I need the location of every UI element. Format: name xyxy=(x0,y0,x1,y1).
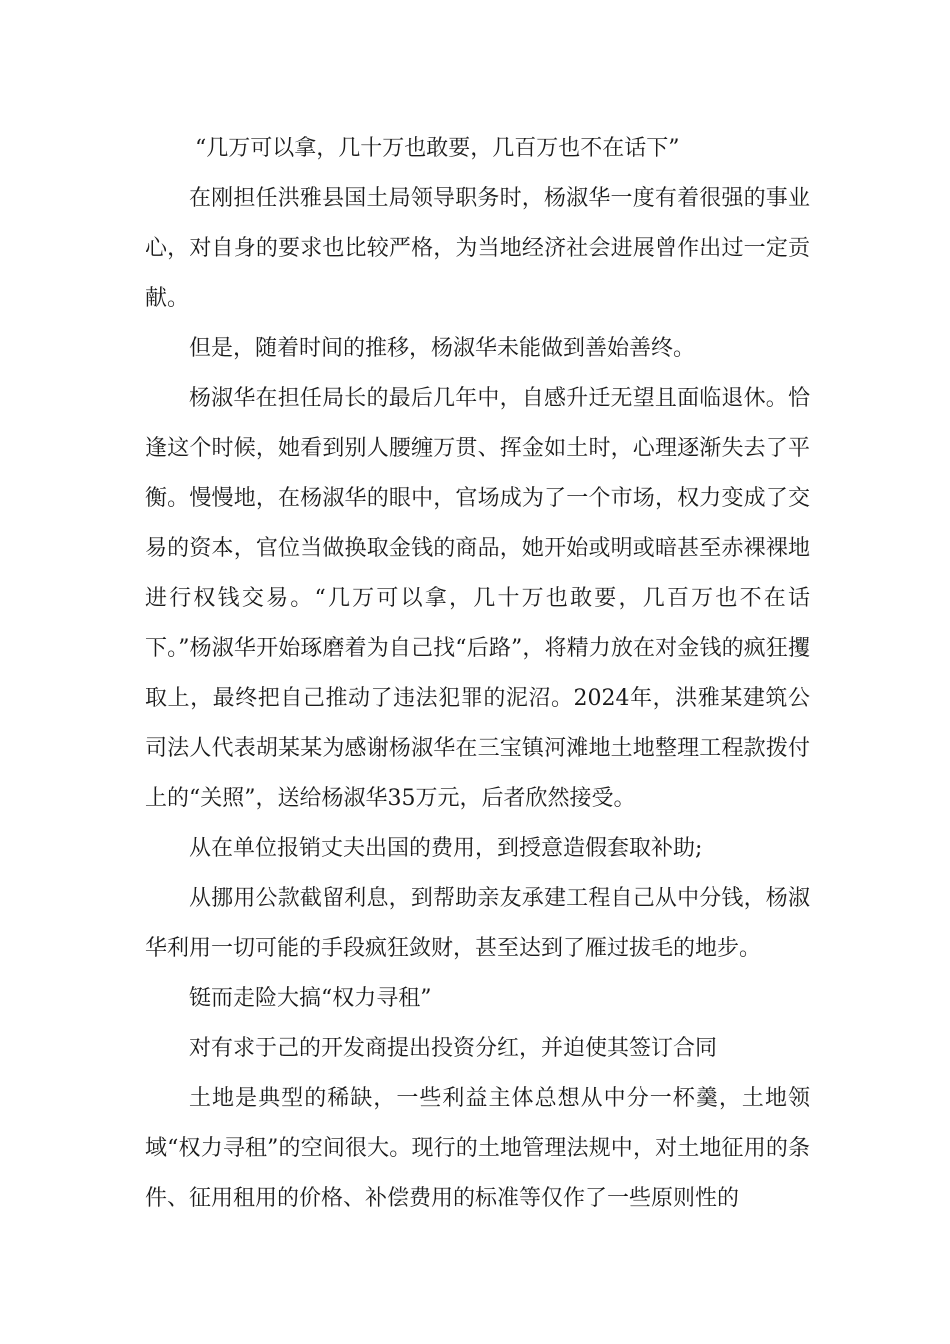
paragraph: 土地是典型的稀缺，一些利益主体总想从中分一杯羹，土地领域“权力寻租”的空间很大。现行的土地管理法规中，对土地征用的条件、征用租用的价格、补偿费用的标准等仅作了一些原则性的 xyxy=(145,1086,810,1211)
paragraph: 但是，随着时间的推移，杨淑华未能做到善始善终。 xyxy=(189,336,696,361)
paragraph: 杨淑华在担任局长的最后几年中，自感升迁无望且面临退休。恰逢这个时候，她看到别人腰缠万贯、挥金如土时，心理逐渐失去了平衡。慢慢地，在杨淑华的眼中，官场成为了一个市场，权力变成了交易的资本，官位当做换取金钱的商品，她开始或明或暗甚至赤裸裸地进行权钱交易。“几万可以拿，几十万也敢要，几百万也不在话下。”杨淑华开始琢磨着为自己找“后路”，将精力放在对金钱的疯狂攫取上，最终把自己推动了违法犯罪的泥沼。2024年，洪雅某建筑公司法人代表胡某某为感谢杨淑华在三宝镇河滩地土地整理工程款拨付上的“关照”，送给杨淑华35万元，后者欣然接受。 xyxy=(145,386,810,811)
section-subheading: 对有求于己的开发商提出投资分红，并迫使其签订合同 xyxy=(189,1036,718,1061)
section-heading: “几万可以拿，几十万也敢要，几百万也不在话下” xyxy=(195,136,680,161)
document-body xyxy=(145,124,810,1224)
paragraph: 从在单位报销丈夫出国的费用，到授意造假套取补助; xyxy=(189,836,703,861)
paragraph: 从挪用公款截留利息，到帮助亲友承建工程自己从中分钱，杨淑华利用一切可能的手段疯狂敛财，甚至达到了雁过拔毛的地步。 xyxy=(145,886,810,961)
section-heading: 铤而走险大搞“权力寻租” xyxy=(189,986,432,1011)
paragraph: 在刚担任洪雅县国土局领导职务时，杨淑华一度有着很强的事业心，对自身的要求也比较严格，为当地经济社会进展曾作出过一定贡献。 xyxy=(145,186,810,311)
